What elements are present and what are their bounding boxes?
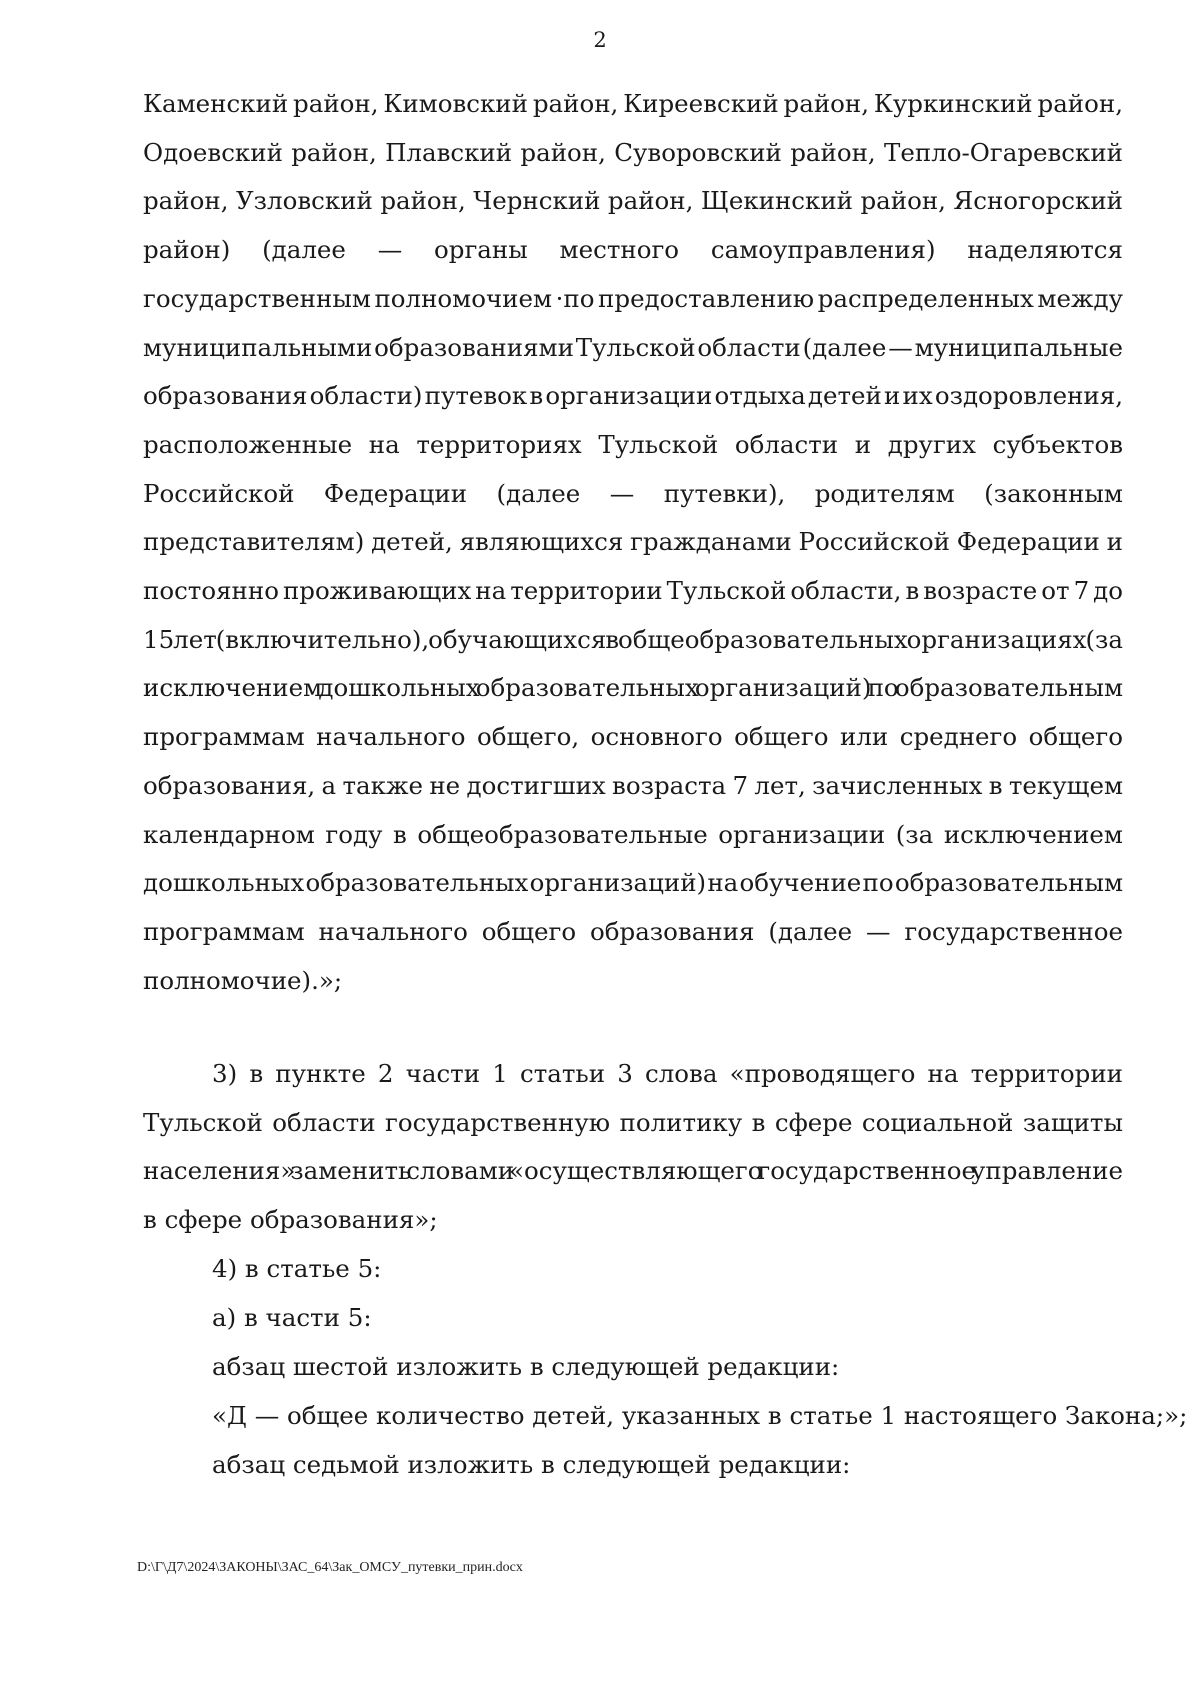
quote-d-text: «Д — общее количество детей, указанных в статье 1 настоящего Закона;»;	[212, 1401, 1188, 1430]
text-line: исключением дошкольных образовательных организаций) по образовательным	[143, 673, 1123, 703]
text-line: Одоевский район, Плавский район, Суворовский район, Тепло-Огаревский	[143, 137, 1123, 167]
item-3-paragraph	[143, 1050, 1123, 1245]
text-line: образования, а также не достигших возраста 7 лет, зачисленных в текущем	[143, 770, 1123, 800]
text-line: 3) в пункте 2 части 1 статьи 3 слова «проводящего на территории	[212, 1059, 1123, 1088]
page-number: 2	[593, 28, 607, 52]
text-line: календарном году в общеобразовательные организации (за исключением	[143, 819, 1123, 849]
text-line: расположенные на территориях Тульской области и других субъектов	[143, 429, 1123, 459]
text-line: дошкольных образовательных организаций) на обучение по образовательным	[143, 868, 1123, 898]
text-line: Российской Федерации (далее — путевки), родителям (законным	[143, 478, 1123, 508]
text-line: населения» заменить словами «осуществляющего государственное управление	[143, 1156, 1123, 1186]
item-4a-heading: а) в части 5:	[212, 1303, 372, 1332]
item-4-heading: 4) в статье 5:	[212, 1254, 382, 1283]
text-line: программам начального общего образования (далее — государственное	[143, 916, 1123, 946]
text-line: программам начального общего, основного общего или среднего общего	[143, 722, 1123, 752]
text-line: муниципальными образованиями Тульской области (далее — муниципальные	[143, 332, 1123, 362]
file-path-footer: D:\Г\Д7\2024\ЗАКОНЫ\ЗАС_64\Зак_ОМСУ_путевки_прин.docx	[137, 1560, 523, 1575]
abzac-6-instruction: абзац шестой изложить в следующей редакции:	[212, 1352, 840, 1381]
text-line: Каменский район, Кимовский район, Киреевский район, Куркинский район,	[143, 89, 1123, 118]
text-line: постоянно проживающих на территории Тульской области, в возрасте от 7 до	[143, 576, 1123, 606]
text-line: в сфере образования»;	[143, 1205, 438, 1235]
text-line: образования области) путевок в организации отдыха детей и их оздоровления,	[143, 381, 1123, 411]
text-line: район, Узловский район, Чернский район, Щекинский район, Ясногорский	[143, 186, 1123, 216]
text-line: 15 лет (включительно), обучающихся в общеобразовательных организациях (за	[143, 624, 1123, 654]
text-line: государственным полномочием ·по предоставлению распределенных между	[143, 283, 1123, 313]
text-line: район) (далее — органы местного самоуправления) наделяются	[143, 235, 1123, 265]
main-paragraph	[143, 80, 1123, 1005]
abzac-7-instruction: абзац седьмой изложить в следующей редакции:	[212, 1450, 851, 1479]
text-line: Тульской области государственную политику в сфере социальной защиты	[143, 1107, 1123, 1137]
text-line: представителям) детей, являющихся гражданами Российской Федерации и	[143, 527, 1123, 557]
text-line: полномочие).»;	[143, 965, 343, 995]
